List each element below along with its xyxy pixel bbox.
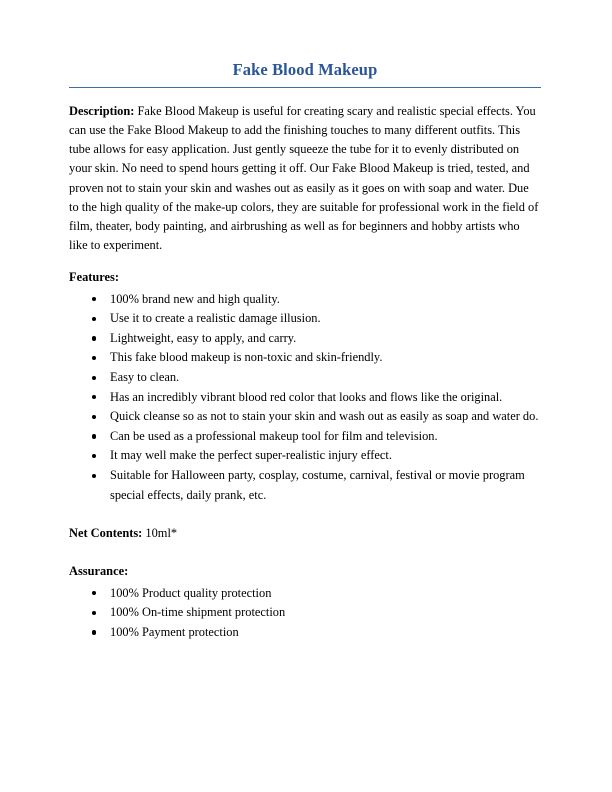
bullet-icon: [92, 434, 96, 438]
bullet-icon: [92, 317, 96, 321]
spacer: [69, 505, 541, 524]
list-item-label: 100% On-time shipment protection: [110, 605, 286, 620]
list-item: [69, 309, 541, 329]
list-item-label: Can be used as a professional makeup tool for film and television.: [110, 428, 438, 443]
description-label: Description:: [69, 103, 135, 118]
bullet-icon: [92, 611, 96, 615]
list-item-label: Use it to create a realistic damage illusion.: [110, 311, 321, 326]
bullet-icon: [92, 336, 96, 340]
bullet-icon: [92, 415, 96, 419]
list-item-label: 100% Payment protection: [110, 624, 239, 639]
bullet-icon: [92, 356, 96, 360]
bullet-icon: [92, 297, 96, 301]
description-paragraph: [69, 102, 541, 256]
list-item-label: Suitable for Halloween party, cosplay, costume, carnival, festival or movie program special effects, daily prank, etc.: [110, 467, 525, 502]
list-item: [69, 329, 541, 349]
net-contents-label: Net Contents:: [69, 526, 143, 541]
bullet-icon: [92, 591, 96, 595]
list-item-label: Has an incredibly vibrant blood red color that looks and flows like the original.: [110, 389, 503, 404]
features-list: [69, 290, 541, 506]
list-item: [69, 584, 541, 604]
net-contents-line: [69, 524, 541, 543]
list-item: [69, 290, 541, 310]
list-item: [69, 368, 541, 388]
list-item-label: Quick cleanse so as not to stain your skin and wash out as easily as soap and water do.: [110, 409, 539, 424]
list-item: [69, 348, 541, 368]
bullet-icon: [92, 630, 96, 634]
list-item-label: 100% brand new and high quality.: [110, 291, 280, 306]
bullet-icon: [92, 395, 96, 399]
list-item-label: Lightweight, easy to apply, and carry.: [110, 330, 297, 345]
assurance-heading: Assurance:: [69, 564, 129, 579]
list-item-label: Easy to clean.: [110, 369, 180, 384]
bullet-icon: [92, 454, 96, 458]
spacer: [69, 88, 541, 102]
list-item: [69, 446, 541, 466]
list-item: [69, 466, 541, 505]
list-item: [69, 603, 541, 623]
list-item: [69, 623, 541, 643]
spacer: [69, 255, 541, 268]
list-item-label: 100% Product quality protection: [110, 585, 272, 600]
features-heading: Features:: [69, 270, 120, 285]
description-text: Fake Blood Makeup is useful for creating scary and realistic special effects. You can use the Fake Blood Makeup to add the finishing touches to many different outfits. This tube allows for easy application. Just gently squeeze the tube for it to evenly distributed on your skin. No need to spend hours getting it off. Our Fake Blood Makeup is tried, tested, and proven not to stain your skin and washes out as easily as it goes on with soap and water. Due to the high quality of the make-up colors, they are suitable for professional work in the field of film, theater, body painting, and airbrushing as well as for beginners and hobby artists who like to experiment.: [69, 103, 539, 253]
bullet-icon: [92, 474, 96, 478]
bullet-icon: [92, 376, 96, 380]
assurance-list: [69, 584, 541, 643]
list-item: [69, 427, 541, 447]
list-item: [69, 407, 541, 427]
net-contents-value: 10ml*: [142, 526, 178, 541]
list-item-label: This fake blood makeup is non-toxic and skin-friendly.: [110, 350, 383, 365]
spacer: [69, 543, 541, 562]
document-body: [69, 60, 541, 642]
list-item-label: It may well make the perfect super-realistic injury effect.: [110, 448, 392, 463]
page-title: Fake Blood Makeup: [232, 60, 378, 79]
list-item: [69, 388, 541, 408]
